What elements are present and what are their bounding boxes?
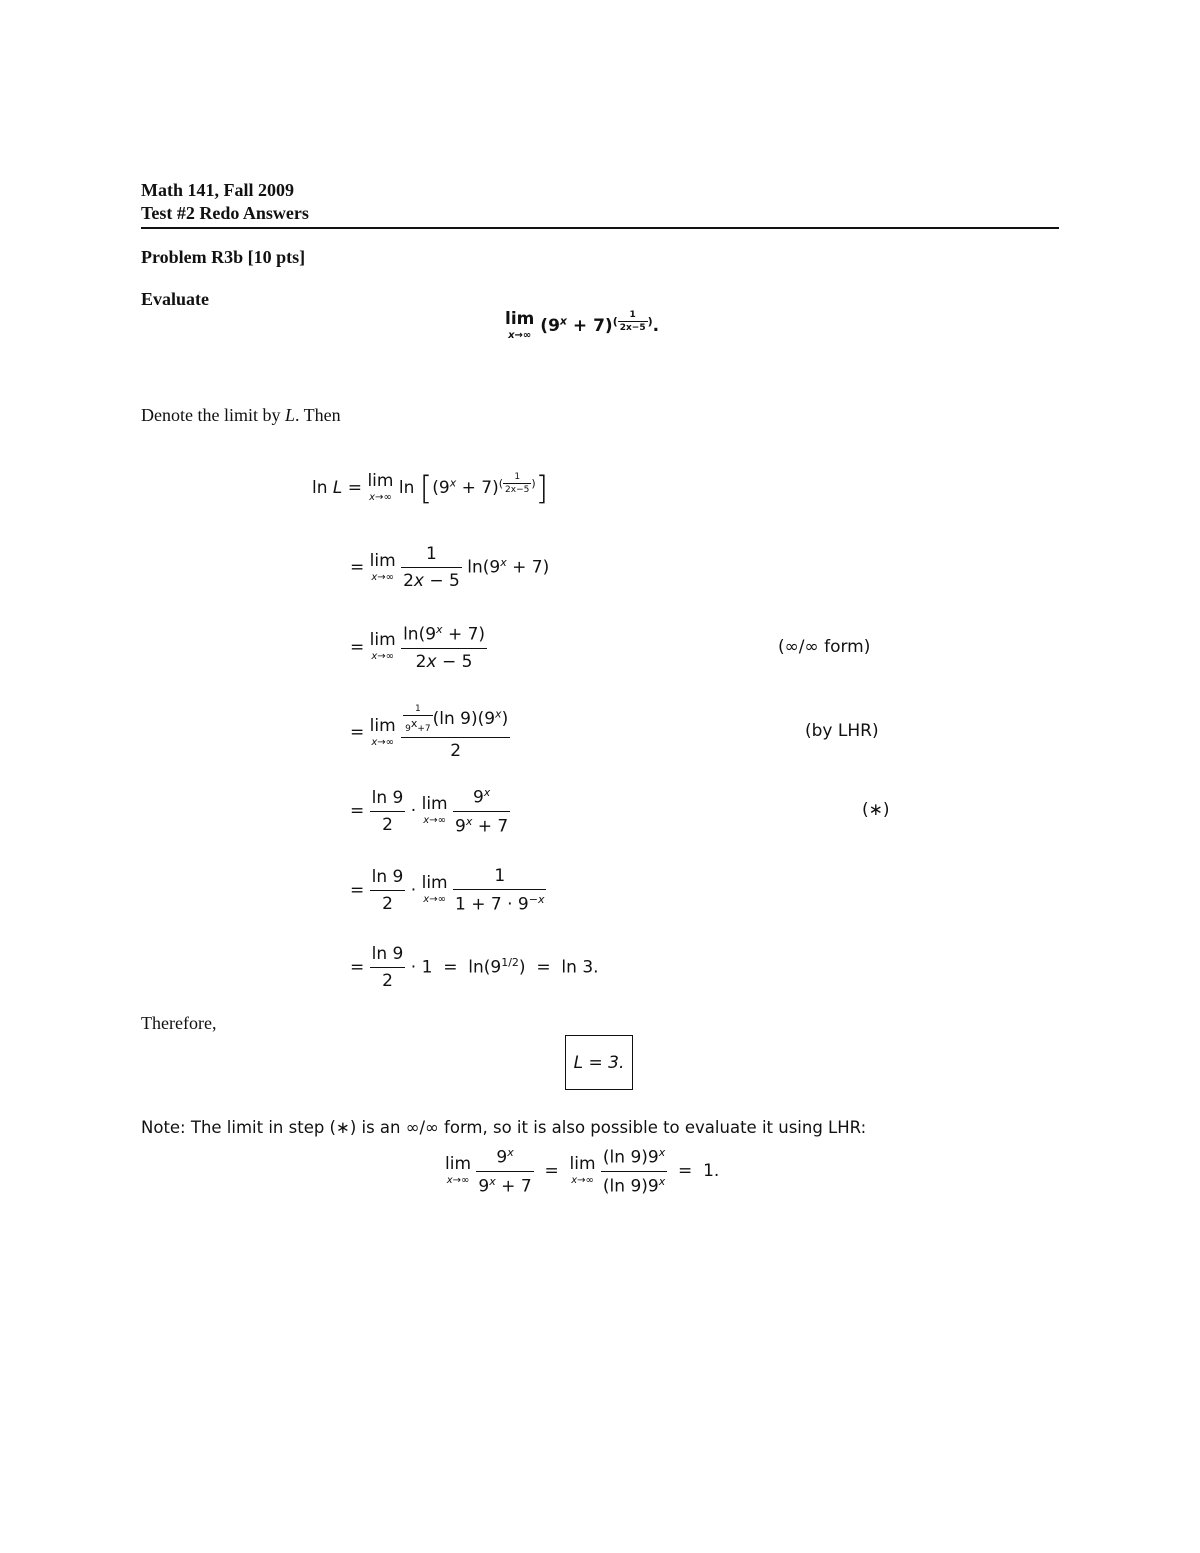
note-text: Note: The limit in step (∗) is an ∞/∞ form, so it is also possible to evaluate it using LHR: [141, 1118, 867, 1137]
annotation-lhr: (by LHR) [805, 721, 879, 741]
therefore-label: Therefore, [141, 1013, 217, 1033]
denote-line: Denote the limit by L. Then [141, 405, 341, 425]
problem-limit-expression: lim x→∞ $(9^x + 7)^{( \frac{1}{2x-5} )}$. [505, 309, 660, 342]
course-title: Math 141, Fall 2009 [141, 180, 294, 200]
note-equation: lim x→∞ $\frac{9^x}{9^x + 7}$ = lim x→∞ $\frac{(\ln 9)9^x}{(\ln 9)9^x}$ = 1. [445, 1146, 720, 1197]
header-divider [141, 227, 1059, 229]
annotation-infinity-form: (∞/∞ form) [778, 637, 871, 657]
step-5: = $\frac{\ln 9}{2}$ · lim x→∞ $\frac{9^x}{9^x + 7}$ [350, 786, 509, 837]
problem-title: Problem R3b [10 pts] [141, 247, 306, 267]
final-answer: L = 3. [573, 1052, 625, 1073]
step-3: = lim x→∞ $\frac{\ln(9^x + 7)}{2x - 5}$ [350, 623, 486, 672]
step-6: = $\frac{\ln 9}{2}$ · lim x→∞ $\frac{1}{1 + 7 \cdot 9^{-x}}$ [350, 866, 545, 915]
final-answer-box [565, 1035, 633, 1090]
step-2: = lim x→∞ $\frac{1}{2x - 5}$ $\ln(9^x + 7)$ [350, 544, 550, 591]
annotation-star: (∗) [862, 800, 890, 820]
step-7: = $\frac{\ln 9}{2}$ · $1 = \ln(9^{1/2}) = \ln 3$. [350, 944, 599, 991]
test-title: Test #2 Redo Answers [141, 203, 309, 223]
problem-prompt: Evaluate [141, 289, 210, 309]
step-4: = lim x→∞ $\frac{1}{9^x+7}$ (ln 9)(9$^x$) 2 [350, 704, 509, 761]
step-1: ln L = lim x→∞ $\ln [(9^x + 7)^{( \frac{1}{2x-5} )}]$ [312, 469, 549, 508]
